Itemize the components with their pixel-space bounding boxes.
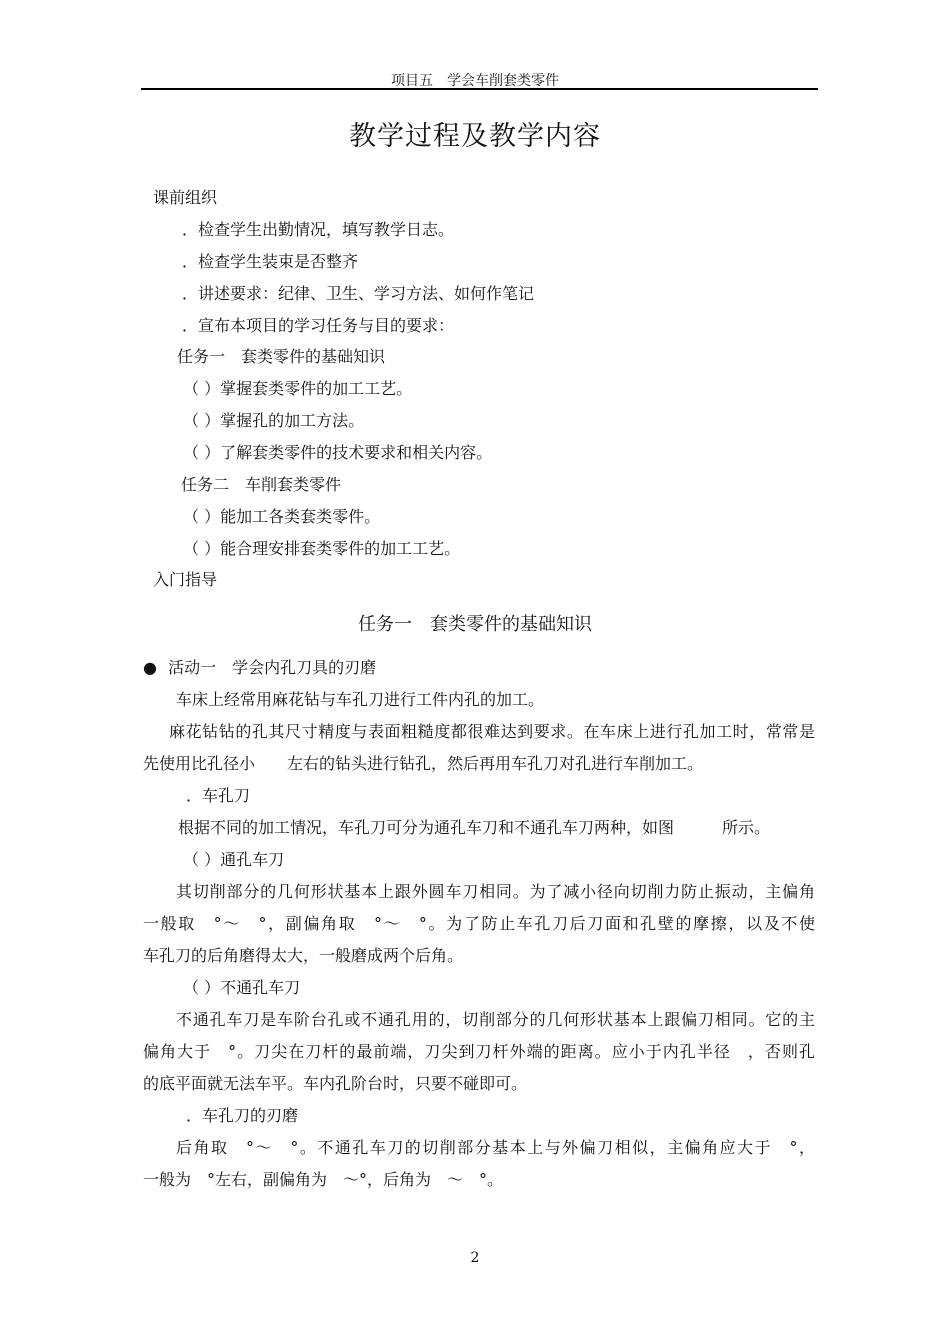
paragraph-line: 一般取 °～ °，副偏角取 °～ °。为了防止车孔刀后刀面和孔壁的摩擦，以及不使 (143, 914, 815, 933)
list-item: （ ）掌握套类零件的加工工艺。 (183, 379, 413, 398)
list-item: ．检查学生出勤情况，填写教学日志。 (182, 220, 455, 239)
page-header: 项目五 学会车削套类零件 (391, 73, 559, 89)
paragraph: 根据不同的加工情况，车孔刀可分为通孔车刀和不通孔车刀两种，如图 所示。 (178, 818, 771, 837)
page-number: 2 (470, 1250, 480, 1266)
subheading: （ ）不通孔车刀 (183, 978, 301, 997)
paragraph-line: 不通孔车刀是车阶台孔或不通孔用的，切削部分的几何形状基本上跟偏刀相同。它的主 (176, 1010, 815, 1029)
paragraph-line: 一般为 °左右，副偏角为 ～°，后角为 ～ °。 (143, 1170, 504, 1189)
subheading: ．车孔刀 (186, 786, 251, 805)
activity-heading (143, 658, 376, 678)
bullet-icon: ● (143, 658, 157, 677)
list-item: （ ）能合理安排套类零件的加工工艺。 (183, 539, 461, 558)
list-item: ．讲述要求：纪律、卫生、学习方法、如何作笔记 (182, 284, 535, 303)
list-item: （ ）了解套类零件的技术要求和相关内容。 (183, 443, 493, 462)
header-rule (141, 88, 818, 90)
subheading: （ ）通孔车刀 (183, 850, 285, 869)
paragraph-line: 后角取 °～ °。不通孔车刀的切削部分基本上与外偏刀相似，主偏角应大于 °， (176, 1138, 815, 1157)
section-heading-pre-class: 课前组织 (153, 188, 218, 207)
paragraph: 车床上经常用麻花钻与车孔刀进行工件内孔的加工。 (176, 690, 545, 709)
task2-title: 任务二 车削套类零件 (181, 475, 342, 494)
subheading: ．车孔刀的刃磨 (186, 1106, 299, 1125)
paragraph-line: 车孔刀的后角磨得太大，一般磨成两个后角。 (143, 946, 464, 965)
paragraph-line: 偏角大于 °。刀尖在刀杆的最前端，刀尖到刀杆外端的距离。应小于内孔半径 ，否则孔 (143, 1042, 815, 1061)
list-item: （ ）能加工各类套类零件。 (183, 507, 381, 526)
paragraph-line: 麻花钻钻的孔其尺寸精度与表面粗糙度都很难达到要求。在车床上进行孔加工时，常常是 (169, 722, 815, 741)
paragraph-line: 其切削部分的几何形状基本上跟外圆车刀相同。为了减小径向切削力防止振动，主偏角 (176, 882, 815, 901)
paragraph-line: 的底平面就无法车平。车内孔阶台时，只要不碰即可。 (143, 1074, 528, 1093)
section-subtitle: 任务一 套类零件的基础知识 (358, 614, 592, 635)
list-item: ．宣布本项目的学习任务与目的要求： (182, 316, 455, 335)
list-item: （ ）掌握孔的加工方法。 (183, 411, 365, 430)
task1-title: 任务一 套类零件的基础知识 (177, 347, 386, 366)
paragraph-line: 先使用比孔径小 左右的钻头进行钻孔，然后再用车孔刀对孔进行车削加工。 (143, 754, 704, 773)
activity-title: 活动一 学会内孔刀具的刃磨 (168, 658, 377, 677)
page-title: 教学过程及教学内容 (349, 121, 601, 152)
list-item: ．检查学生装束是否整齐 (182, 252, 359, 271)
section-heading-intro: 入门指导 (153, 570, 218, 589)
